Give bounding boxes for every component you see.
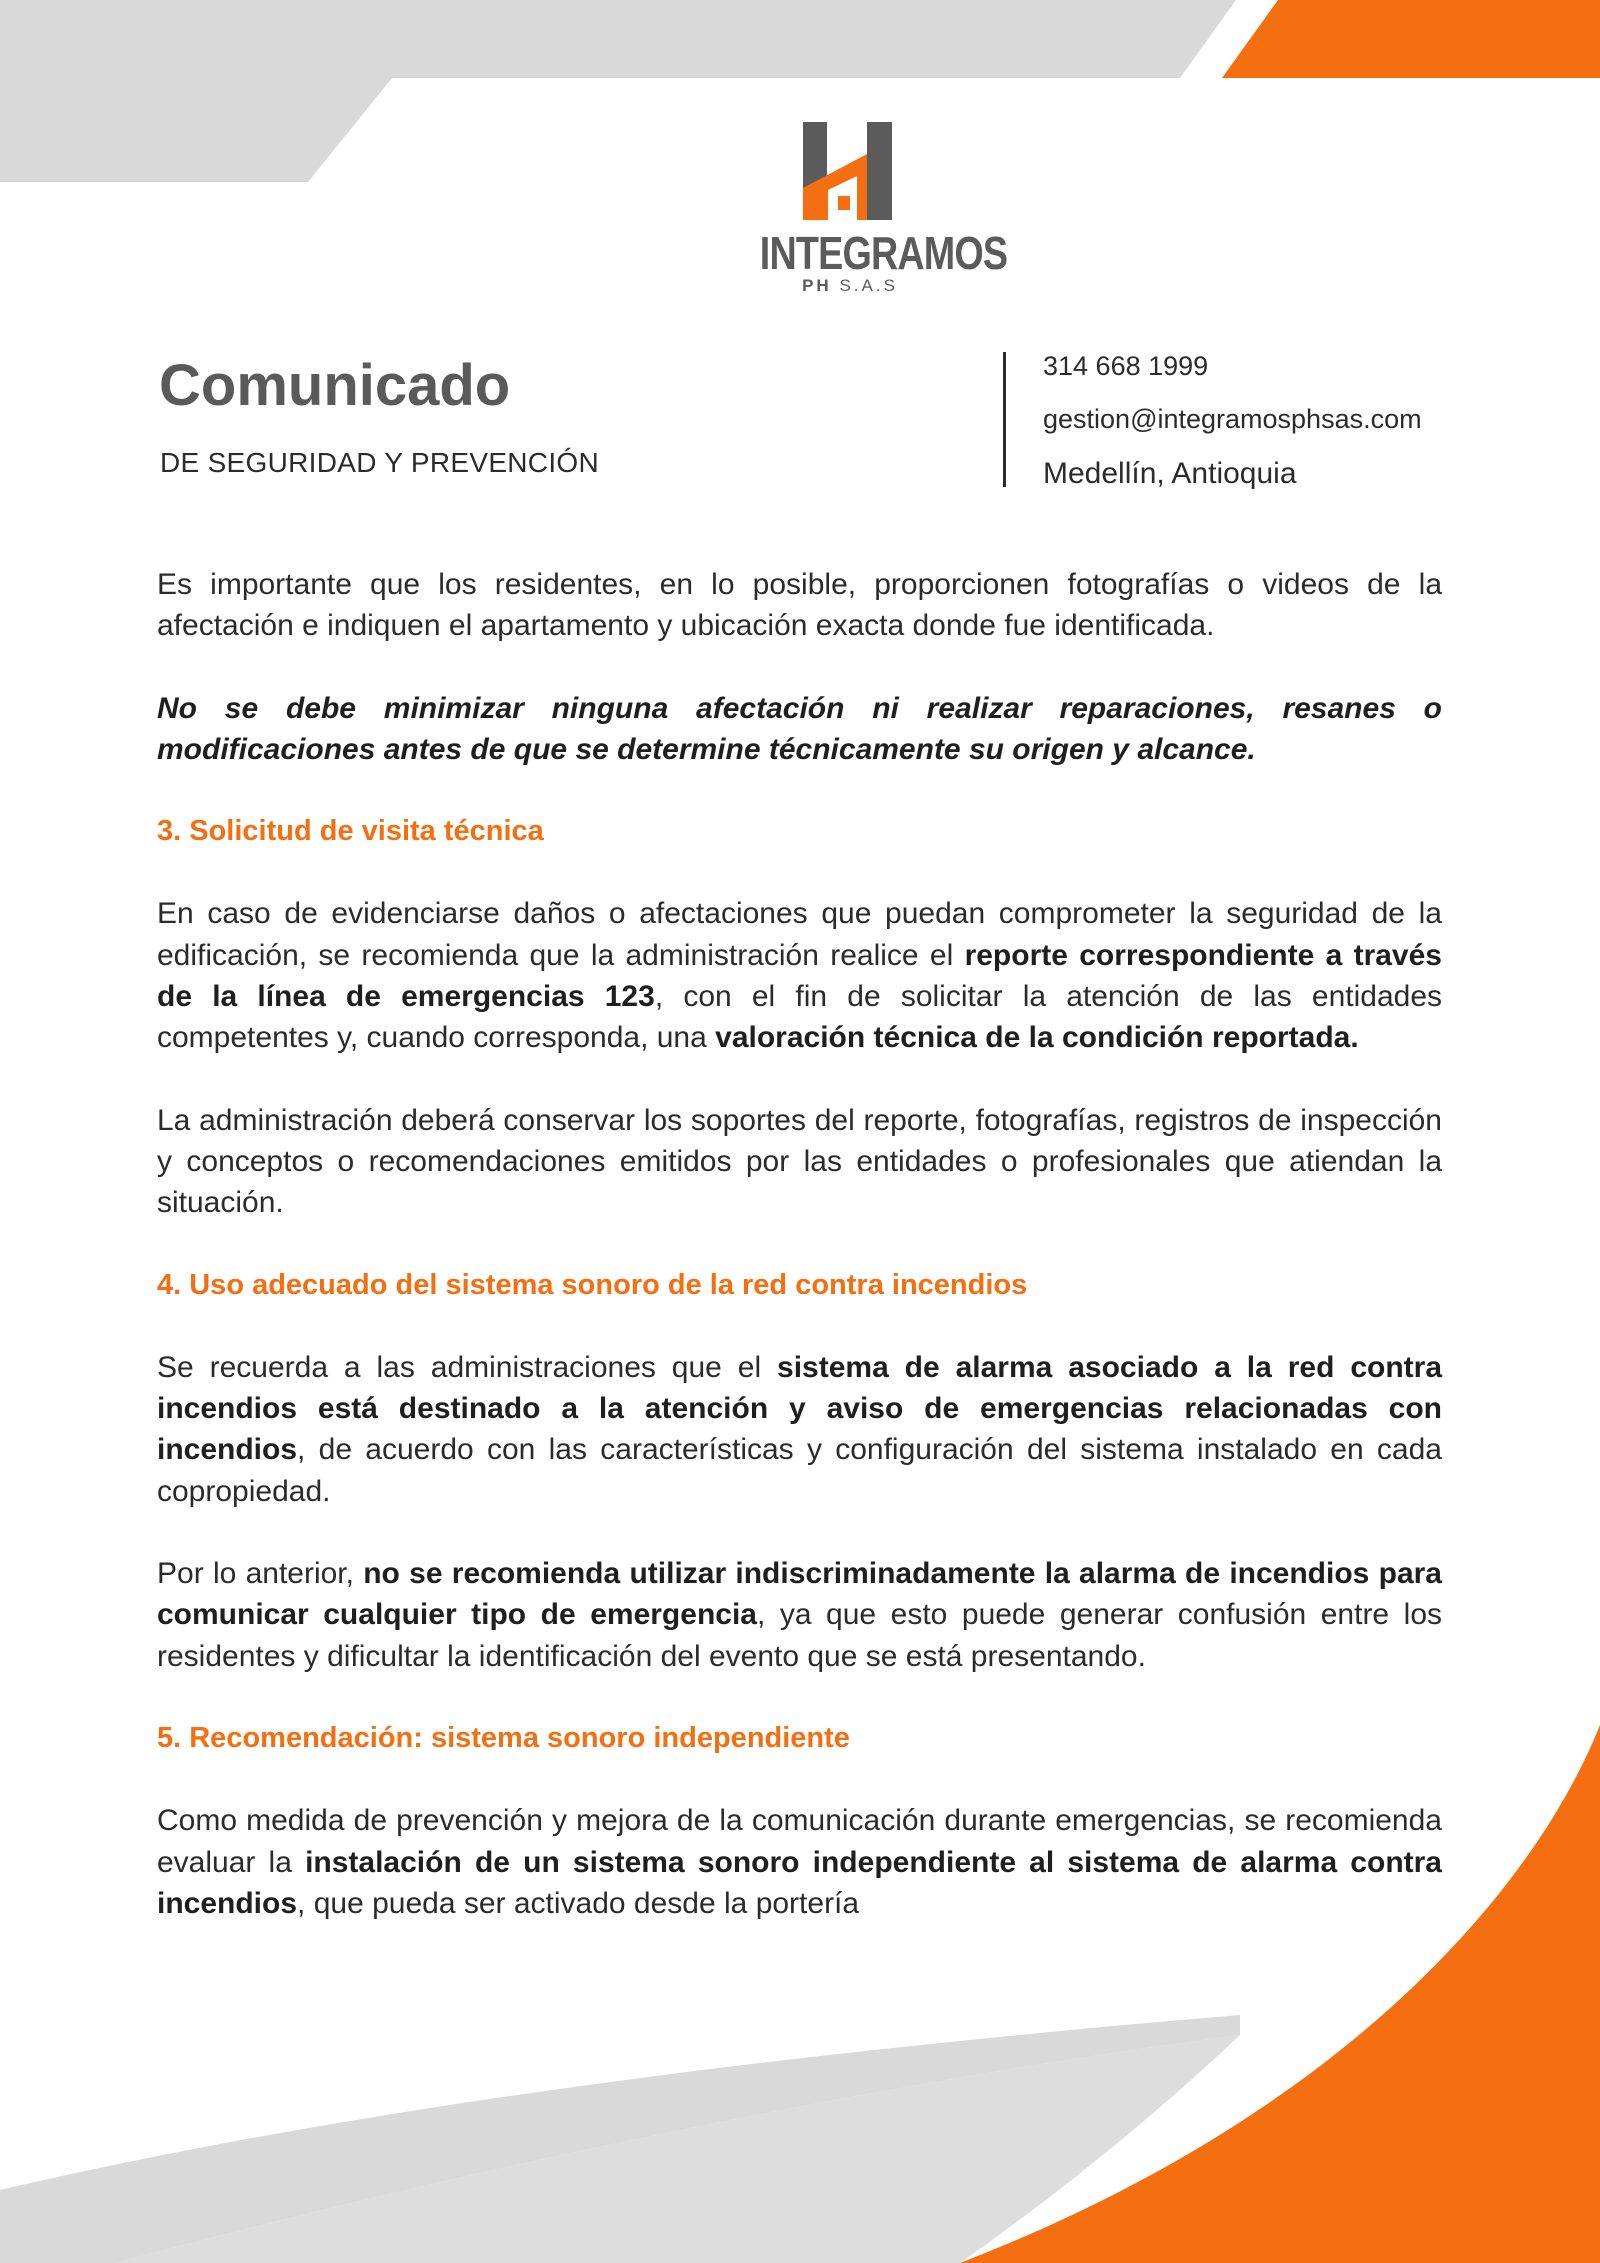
paragraph-records: La administración deberá conservar los soportes del reporte, fotografías, registros de inspección y conceptos o recomendaciones emitidos por las entidades o profesionales que atiendan la situación.: [157, 1103, 1442, 1220]
top-left-gray-band: [0, 0, 1236, 182]
section-heading-5: 5. Recomendación: sistema sonoro independiente: [157, 1721, 850, 1754]
paragraph-alarm-purpose: [157, 1347, 1442, 1512]
page-subtitle: DE SEGURIDAD Y PREVENCIÓN: [160, 447, 600, 478]
brand-logo: [740, 118, 1008, 298]
top-right-orange-band: [1222, 0, 1600, 78]
brand-tag-bold: PH: [802, 276, 832, 295]
paragraph-evidence: Es importante que los residentes, en lo posible, proporcionen fotografías o videos de la afectación e indiquen el apartamento y ubicación exacta donde fue identificada.: [157, 568, 1442, 643]
text-run: , de acuerdo con las características y configuración del sistema instalado en cada copropiedad.: [157, 1433, 1442, 1508]
paragraph-alarm-misuse: [157, 1553, 1442, 1677]
contact-city: Medellín, Antioquia: [1043, 457, 1297, 490]
text-run: Se recuerda a las administraciones que el: [157, 1350, 778, 1384]
brand-tagline: [740, 276, 960, 296]
bold-run: instalación de un sistema sonoro independiente al sistema de alarma contra incendios: [157, 1845, 1442, 1920]
section-heading-4: 4. Uso adecuado del sistema sonoro de la red contra incendios: [157, 1268, 1028, 1301]
bold-run: valoración técnica de la condición reportada.: [715, 1021, 1359, 1055]
text-run: , con el fin de solicitar la atención de las entidades competentes y, cuando corresponda, una: [157, 980, 1443, 1055]
warning-paragraph: No se debe minimizar ninguna afectación ni realizar reparaciones, resanes o modificaciones antes de que se determine técnicamente su origen y alcance.: [157, 691, 1442, 766]
text-run: , ya que esto puede generar confusión entre los residentes y dificultar la identificación del evento que se está presentando.: [157, 1598, 1442, 1673]
contact-phone: 314 668 1999: [1043, 351, 1209, 381]
contact-divider: [1003, 352, 1006, 487]
text-run: En caso de evidenciarse daños o afectaciones que puedan comprometer la seguridad de la edificación, se recomienda que la administración realice el: [157, 897, 1442, 972]
section-heading-3: 3. Solicitud de visita técnica: [157, 815, 544, 848]
document-body: [157, 564, 1442, 1924]
text-run: Por lo anterior,: [157, 1557, 364, 1591]
bold-run: sistema de alarma asociado a la red contra incendios está destinado a la atención y aviso de emergencias relacionadas con incendios: [157, 1350, 1443, 1467]
text-run: , que pueda ser activado desde la portería: [297, 1886, 860, 1920]
brand-tag-rest: S.A.S: [831, 276, 898, 295]
paragraph-report: [157, 893, 1442, 1058]
bold-run: reporte correspondiente a través de la línea de emergencias 123: [157, 938, 1442, 1014]
building-h-icon: [740, 118, 960, 228]
page-title: Comunicado: [159, 353, 511, 418]
bold-run: no se recomienda utilizar indiscriminadamente la alarma de incendios para comunicar cualquier tipo de emergencia: [157, 1557, 1442, 1632]
paragraph-recommendation: [157, 1800, 1442, 1924]
text-run: Como medida de prevención y mejora de la comunicación durante emergencias, se recomienda evaluar la: [157, 1804, 1442, 1879]
contact-email: gestion@integramosphsas.com: [1043, 404, 1422, 434]
brand-name: INTEGRAMOS: [759, 227, 1008, 279]
